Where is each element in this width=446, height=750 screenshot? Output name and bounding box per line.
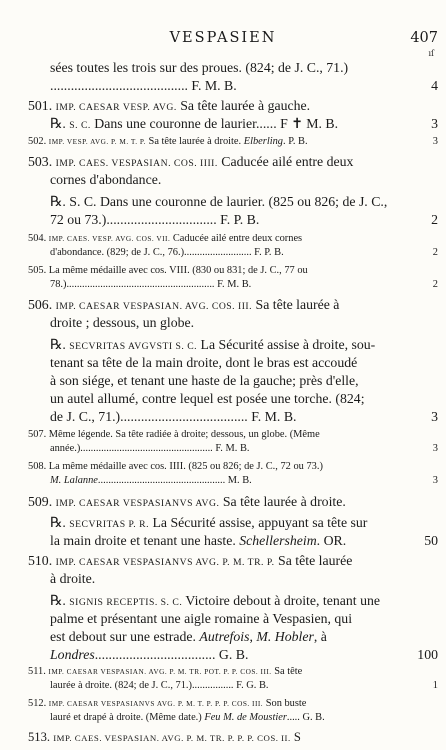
italic-name: Elberling	[243, 136, 283, 147]
text-run: 509.	[28, 494, 56, 509]
text-run: de J. C., 71.)..................................... F. M. B.	[50, 409, 297, 424]
text-run: La Sécurité assise à droite, sou-	[197, 337, 376, 352]
line-text	[50, 391, 365, 407]
text-run: ℞.	[50, 116, 70, 131]
text-run: année.)................................................... F. M. B.	[50, 443, 250, 454]
line-text	[50, 194, 387, 210]
line-text	[50, 279, 251, 290]
line-text	[28, 297, 339, 313]
text-run: sées toutes les trois sur des proues. (824; de J. C., 71.)	[50, 60, 349, 75]
text-run: 507. Même légende. Sa tête radiée à droite; dessous, un globe. (Même	[28, 429, 320, 440]
page-number: 407	[410, 30, 438, 46]
text-run: Sa tête laurée	[274, 553, 353, 568]
text-run: palme et présentant une aigle romaine à Vespasien, qui	[50, 611, 353, 626]
italic-name: Schellersheim	[239, 533, 317, 548]
legend-inscription: SIGNIS RECEPTIS. S. C.	[69, 597, 183, 608]
text-run: 510.	[28, 553, 56, 568]
text-run: 505. La même médaille avec cos. VIII. (830 ou 831; de J. C., 77 ou	[28, 265, 308, 276]
text-run: ℞.	[50, 515, 70, 530]
line-text	[28, 154, 353, 170]
text-run: lauré et drapé à droite. (Même date.)	[50, 712, 205, 723]
text-run: Caducée ailé entre deux cornes	[170, 233, 303, 244]
text-run: d'abondance. (829; de J. C., 76.).......................... F. P. B.	[50, 247, 284, 258]
italic-name: Londres	[50, 647, 95, 662]
line-text	[28, 461, 323, 472]
text-run: ℞. S. C. Dans une couronne de laurier. (825 ou 826; de J. C.,	[50, 194, 388, 209]
line-text	[50, 116, 338, 132]
price-value: 2	[432, 279, 438, 290]
legend-inscription: IMP. CAESAR VESPASIANVS AVG.	[55, 498, 220, 509]
line-text	[28, 553, 352, 569]
legend-inscription: IMP. CAESAR VESPASIANVS AVG. P. M. T. P. P. P. COS. III.	[48, 700, 264, 708]
line-text	[50, 212, 259, 228]
price-value: 3	[431, 116, 438, 131]
text-run: S	[290, 730, 301, 744]
italic-name: M. Hobler	[256, 629, 314, 644]
text-run: 503.	[28, 154, 56, 169]
text-run: ................................................. M. B.	[97, 475, 252, 486]
running-title: VESPASIEN	[169, 30, 277, 46]
page-header	[0, 30, 446, 58]
line-text	[50, 475, 252, 486]
line-text	[28, 698, 306, 709]
price-value: 3	[432, 136, 438, 147]
text-run: ℞.	[50, 593, 70, 608]
text-run: 72 ou 73.)................................ F. P. B.	[50, 212, 260, 227]
line-text	[50, 60, 348, 76]
line-text	[50, 647, 248, 663]
text-run: 78.)......................................................... F. M. B.	[50, 279, 252, 290]
price-value: 2	[432, 247, 438, 258]
text-run: un autel allumé, contre lequel est posée une torche. (824;	[50, 391, 365, 406]
line-text	[50, 571, 95, 587]
text-run: Sa tête laurée à gauche.	[176, 98, 311, 113]
line-text	[50, 355, 357, 371]
price-value: 3	[432, 443, 438, 454]
text-run: cornes d'abondance.	[50, 172, 162, 187]
italic-name: Autrefois	[199, 629, 250, 644]
text-run: ℞.	[50, 337, 70, 352]
signature-mark: ıſ	[428, 49, 434, 58]
line-text	[50, 247, 284, 258]
line-text	[28, 98, 310, 114]
text-run: ..... G. B.	[286, 712, 325, 723]
line-text	[50, 515, 367, 531]
text-run: ................................... G. B.	[94, 647, 249, 662]
italic-name: Feu M. de Moustier	[204, 712, 287, 723]
text-run: Sa tête laurée à droite.	[219, 494, 346, 509]
legend-inscription: IMP. CAESAR VESPASIANVS AVG. P. M. TR. P.	[55, 557, 275, 568]
line-text	[50, 409, 296, 425]
line-text	[28, 730, 301, 745]
legend-inscription: IMP. CAES. VESP. AVG. COS. VII.	[48, 235, 171, 243]
text-run: , à	[313, 629, 327, 644]
legend-inscription: IMP. VESP. AVG. P. M. T. P.	[48, 138, 146, 146]
price-value: 4	[431, 78, 438, 93]
text-run: ........................................ F. M. B.	[50, 78, 237, 93]
text-run: tenant sa tête de la main droite, dont le bras est accoudé	[50, 355, 358, 370]
text-run: 511.	[28, 666, 49, 677]
price-value: 3	[432, 475, 438, 486]
text-run: à droite.	[50, 571, 96, 586]
line-text	[50, 373, 359, 389]
text-run: Sa tête laurée à droite.	[145, 136, 244, 147]
price-value: 100	[417, 647, 438, 662]
text-run: 501.	[28, 98, 56, 113]
text-run: 513.	[28, 730, 54, 744]
text-run: La Sécurité assise, appuyant sa tête sur	[149, 515, 368, 530]
line-text	[28, 666, 302, 677]
line-text	[28, 233, 302, 244]
line-text	[50, 443, 249, 454]
line-text	[28, 429, 320, 440]
line-text	[50, 533, 346, 549]
line-text	[50, 337, 375, 353]
legend-inscription: S. C.	[69, 120, 91, 131]
price-value: 2	[431, 212, 438, 227]
text-run: droite ; dessous, un globe.	[50, 315, 195, 330]
price-value: 3	[431, 409, 438, 424]
text-run: Sa tête	[271, 666, 303, 677]
legend-inscription: IMP. CAES. VESPASIAN. AVG. P. M. TR. P. P. P. COS. II.	[53, 733, 291, 743]
italic-name: M. Lalanne	[50, 475, 98, 486]
line-text	[28, 494, 346, 510]
text-run: à son siége, et tenant une haste de la gauche; près d'elle,	[50, 373, 359, 388]
line-text	[50, 593, 380, 609]
text-run: laurée à droite. (824; de J. C., 71.)................ F. G. B.	[50, 680, 269, 691]
text-run: Sa tête laurée à	[252, 297, 340, 312]
line-text	[50, 315, 194, 331]
line-text	[50, 629, 327, 645]
text-run: . OR.	[316, 533, 347, 548]
line-text	[28, 136, 308, 147]
text-run: . P. B.	[283, 136, 308, 147]
legend-inscription: IMP. CAESAR VESP. AVG.	[55, 102, 177, 113]
text-run: Victoire debout à droite, tenant une	[182, 593, 380, 608]
legend-inscription: IMP. CAESAR VESPASIAN. AVG. COS. III.	[55, 301, 253, 312]
line-text	[50, 680, 269, 691]
line-text	[50, 611, 352, 627]
price-value: 50	[424, 533, 438, 548]
text-run: 506.	[28, 297, 56, 312]
legend-inscription: IMP. CAES. VESPASIAN. COS. IIII.	[55, 158, 218, 169]
text-run: ,	[249, 629, 257, 644]
text-run: Son buste	[263, 698, 307, 709]
text-run: Caducée ailé entre deux	[217, 154, 354, 169]
legend-inscription: SECVRITAS AVGVSTI S. C.	[69, 341, 198, 352]
text-run: 512.	[28, 698, 49, 709]
text-run: 504.	[28, 233, 49, 244]
text-run: Dans une couronne de laurier...... F ✝ M. B.	[90, 116, 339, 131]
legend-inscription: SECVRITAS P. R.	[69, 519, 149, 530]
text-run: 508. La même médaille avec cos. IIII. (825 ou 826; de J. C., 72 ou 73.)	[28, 461, 323, 472]
price-value: 1	[432, 680, 438, 691]
line-text	[28, 265, 308, 276]
text-run: 502.	[28, 136, 49, 147]
line-text	[50, 78, 237, 94]
line-text	[50, 712, 325, 723]
text-run: est debout sur une estrade.	[50, 629, 200, 644]
line-text	[50, 172, 161, 188]
legend-inscription: IMP. CAESAR VESPASIAN. AVG. P. M. TR. POT. P. P. COS. III.	[48, 668, 272, 676]
text-run: la main droite et tenant une haste.	[50, 533, 240, 548]
